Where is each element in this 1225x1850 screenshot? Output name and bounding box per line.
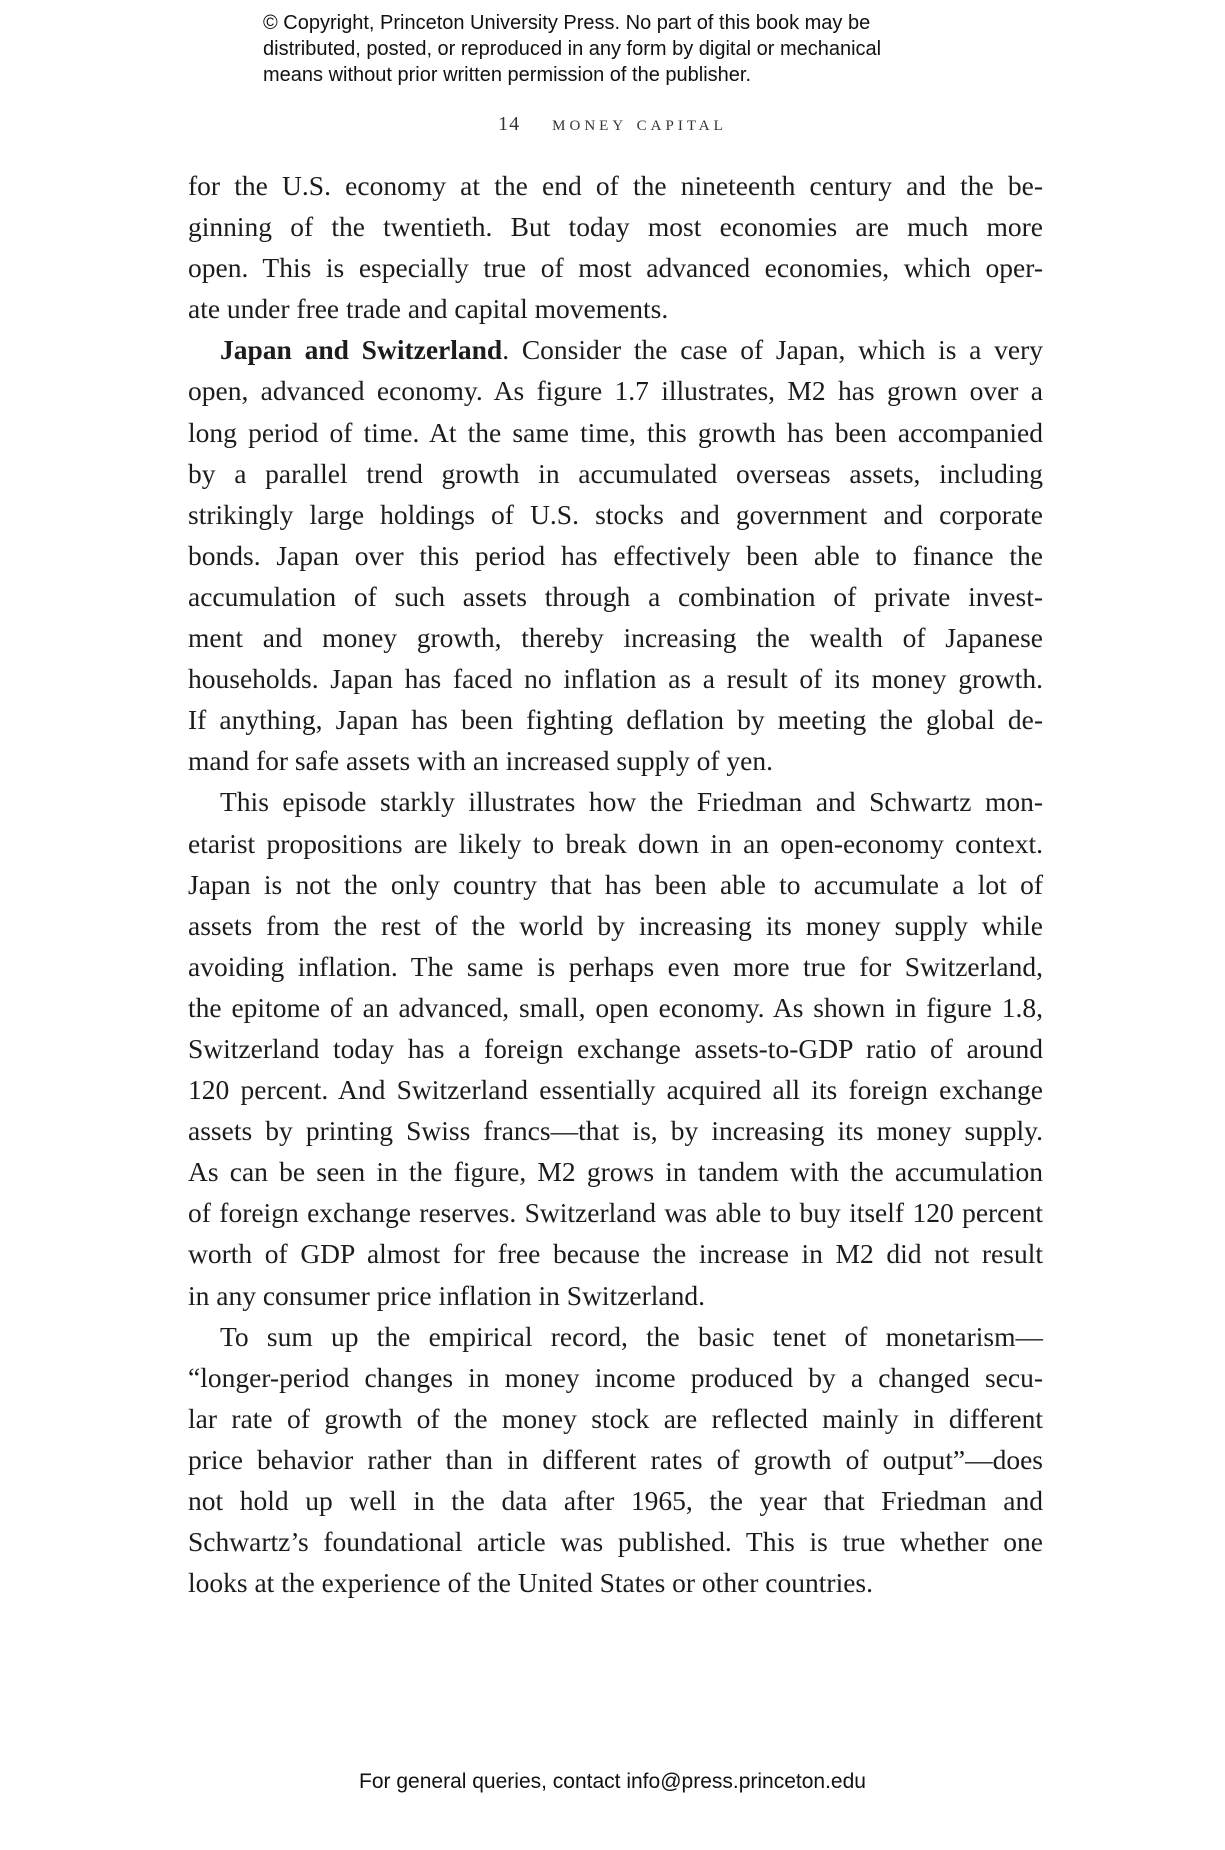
footer-contact: For general queries, contact info@press.princeton.edu (359, 1770, 866, 1793)
paragraph (188, 165, 1043, 329)
text-line: the epitome of an advanced, small, open economy. As shown in figure 1.8, (188, 991, 1043, 1023)
text-line: in any consumer price inflation in Switzerland. (188, 1279, 706, 1311)
text-line: As can be seen in the figure, M2 grows in tandem with the accumulation (188, 1156, 1043, 1188)
text-line: long period of time. At the same time, this growth has been accompanied (188, 416, 1043, 448)
paragraph (188, 1316, 1043, 1604)
text-line: Japan is not the only country that has been able to accumulate a lot of (188, 868, 1043, 900)
text-line: mand for safe assets with an increased supply of yen. (188, 745, 773, 777)
text-line: ginning of the twentieth. But today most economies are much more (188, 211, 1043, 243)
text-line: bonds. Japan over this period has effectively been able to finance the (188, 539, 1043, 571)
running-head (0, 110, 1225, 136)
text-line: lar rate of growth of the money stock are reflected mainly in different (188, 1402, 1043, 1434)
running-head-title: money capital (552, 110, 727, 135)
text-line: Switzerland today has a foreign exchange assets-to-GDP ratio of around (188, 1032, 1043, 1064)
copyright-notice (263, 10, 983, 88)
text-line: price behavior rather than in different rates of growth of output”—does (188, 1443, 1043, 1475)
text-line: open. This is especially true of most advanced economies, which oper- (188, 252, 1043, 284)
text-line: looks at the experience of the United States or other countries. (188, 1567, 873, 1599)
text-line: open, advanced economy. As figure 1.7 illustrates, M2 has grown over a (188, 375, 1043, 407)
text-line: worth of GDP almost for free because the increase in M2 did not result (188, 1238, 1043, 1270)
text-line: To sum up the empirical record, the basic tenet of monetarism— (220, 1320, 1043, 1352)
text-line: ment and money growth, thereby increasing the wealth of Japanese (188, 622, 1043, 654)
text-line: strikingly large holdings of U.S. stocks and government and corporate (188, 498, 1043, 530)
copyright-line: © Copyright, Princeton University Press. No part of this book may be (263, 12, 871, 34)
text-line: ate under free trade and capital movements. (188, 293, 669, 325)
text-line: households. Japan has faced no inflation as a result of its money growth. (188, 663, 1043, 695)
text-line: avoiding inflation. The same is perhaps even more true for Switzerland, (188, 950, 1043, 982)
text-line: by a parallel trend growth in accumulated overseas assets, including (188, 457, 1043, 489)
page-number: 14 (498, 113, 521, 135)
run-in-heading: Japan and Switzerland (220, 334, 503, 366)
text-line: This episode starkly illustrates how the Friedman and Schwartz mon- (220, 786, 1043, 818)
text-line: “longer-period changes in money income produced by a changed secu- (188, 1361, 1043, 1393)
text-line: If anything, Japan has been fighting deflation by meeting the global de- (188, 704, 1043, 736)
text-line: accumulation of such assets through a combination of private invest- (188, 580, 1043, 612)
paragraph (188, 781, 1043, 1315)
text-line: assets by printing Swiss francs—that is, by increasing its money supply. (188, 1115, 1043, 1147)
copyright-line: means without prior written permission of the publisher. (263, 64, 752, 86)
text-line: Schwartz’s foundational article was published. This is true whether one (188, 1526, 1043, 1558)
copyright-line: distributed, posted, or reproduced in any form by digital or mechanical (263, 38, 882, 60)
paragraph (188, 329, 1043, 781)
text-line: not hold up well in the data after 1965, the year that Friedman and (188, 1485, 1043, 1516)
text-line: of foreign exchange reserves. Switzerland was able to buy itself 120 percent (188, 1197, 1043, 1229)
text-line: assets from the rest of the world by increasing its money supply while (188, 909, 1043, 941)
text-line: 120 percent. And Switzerland essentially acquired all its foreign exchange (188, 1074, 1043, 1106)
body-text (188, 165, 1043, 1603)
text-span: . Consider the case of Japan, which is a very (502, 334, 1043, 366)
text-line: etarist propositions are likely to break down in an open-economy context. (188, 827, 1043, 859)
text-line (188, 329, 1043, 370)
text-line: for the U.S. economy at the end of the nineteenth century and the be- (188, 170, 1043, 201)
